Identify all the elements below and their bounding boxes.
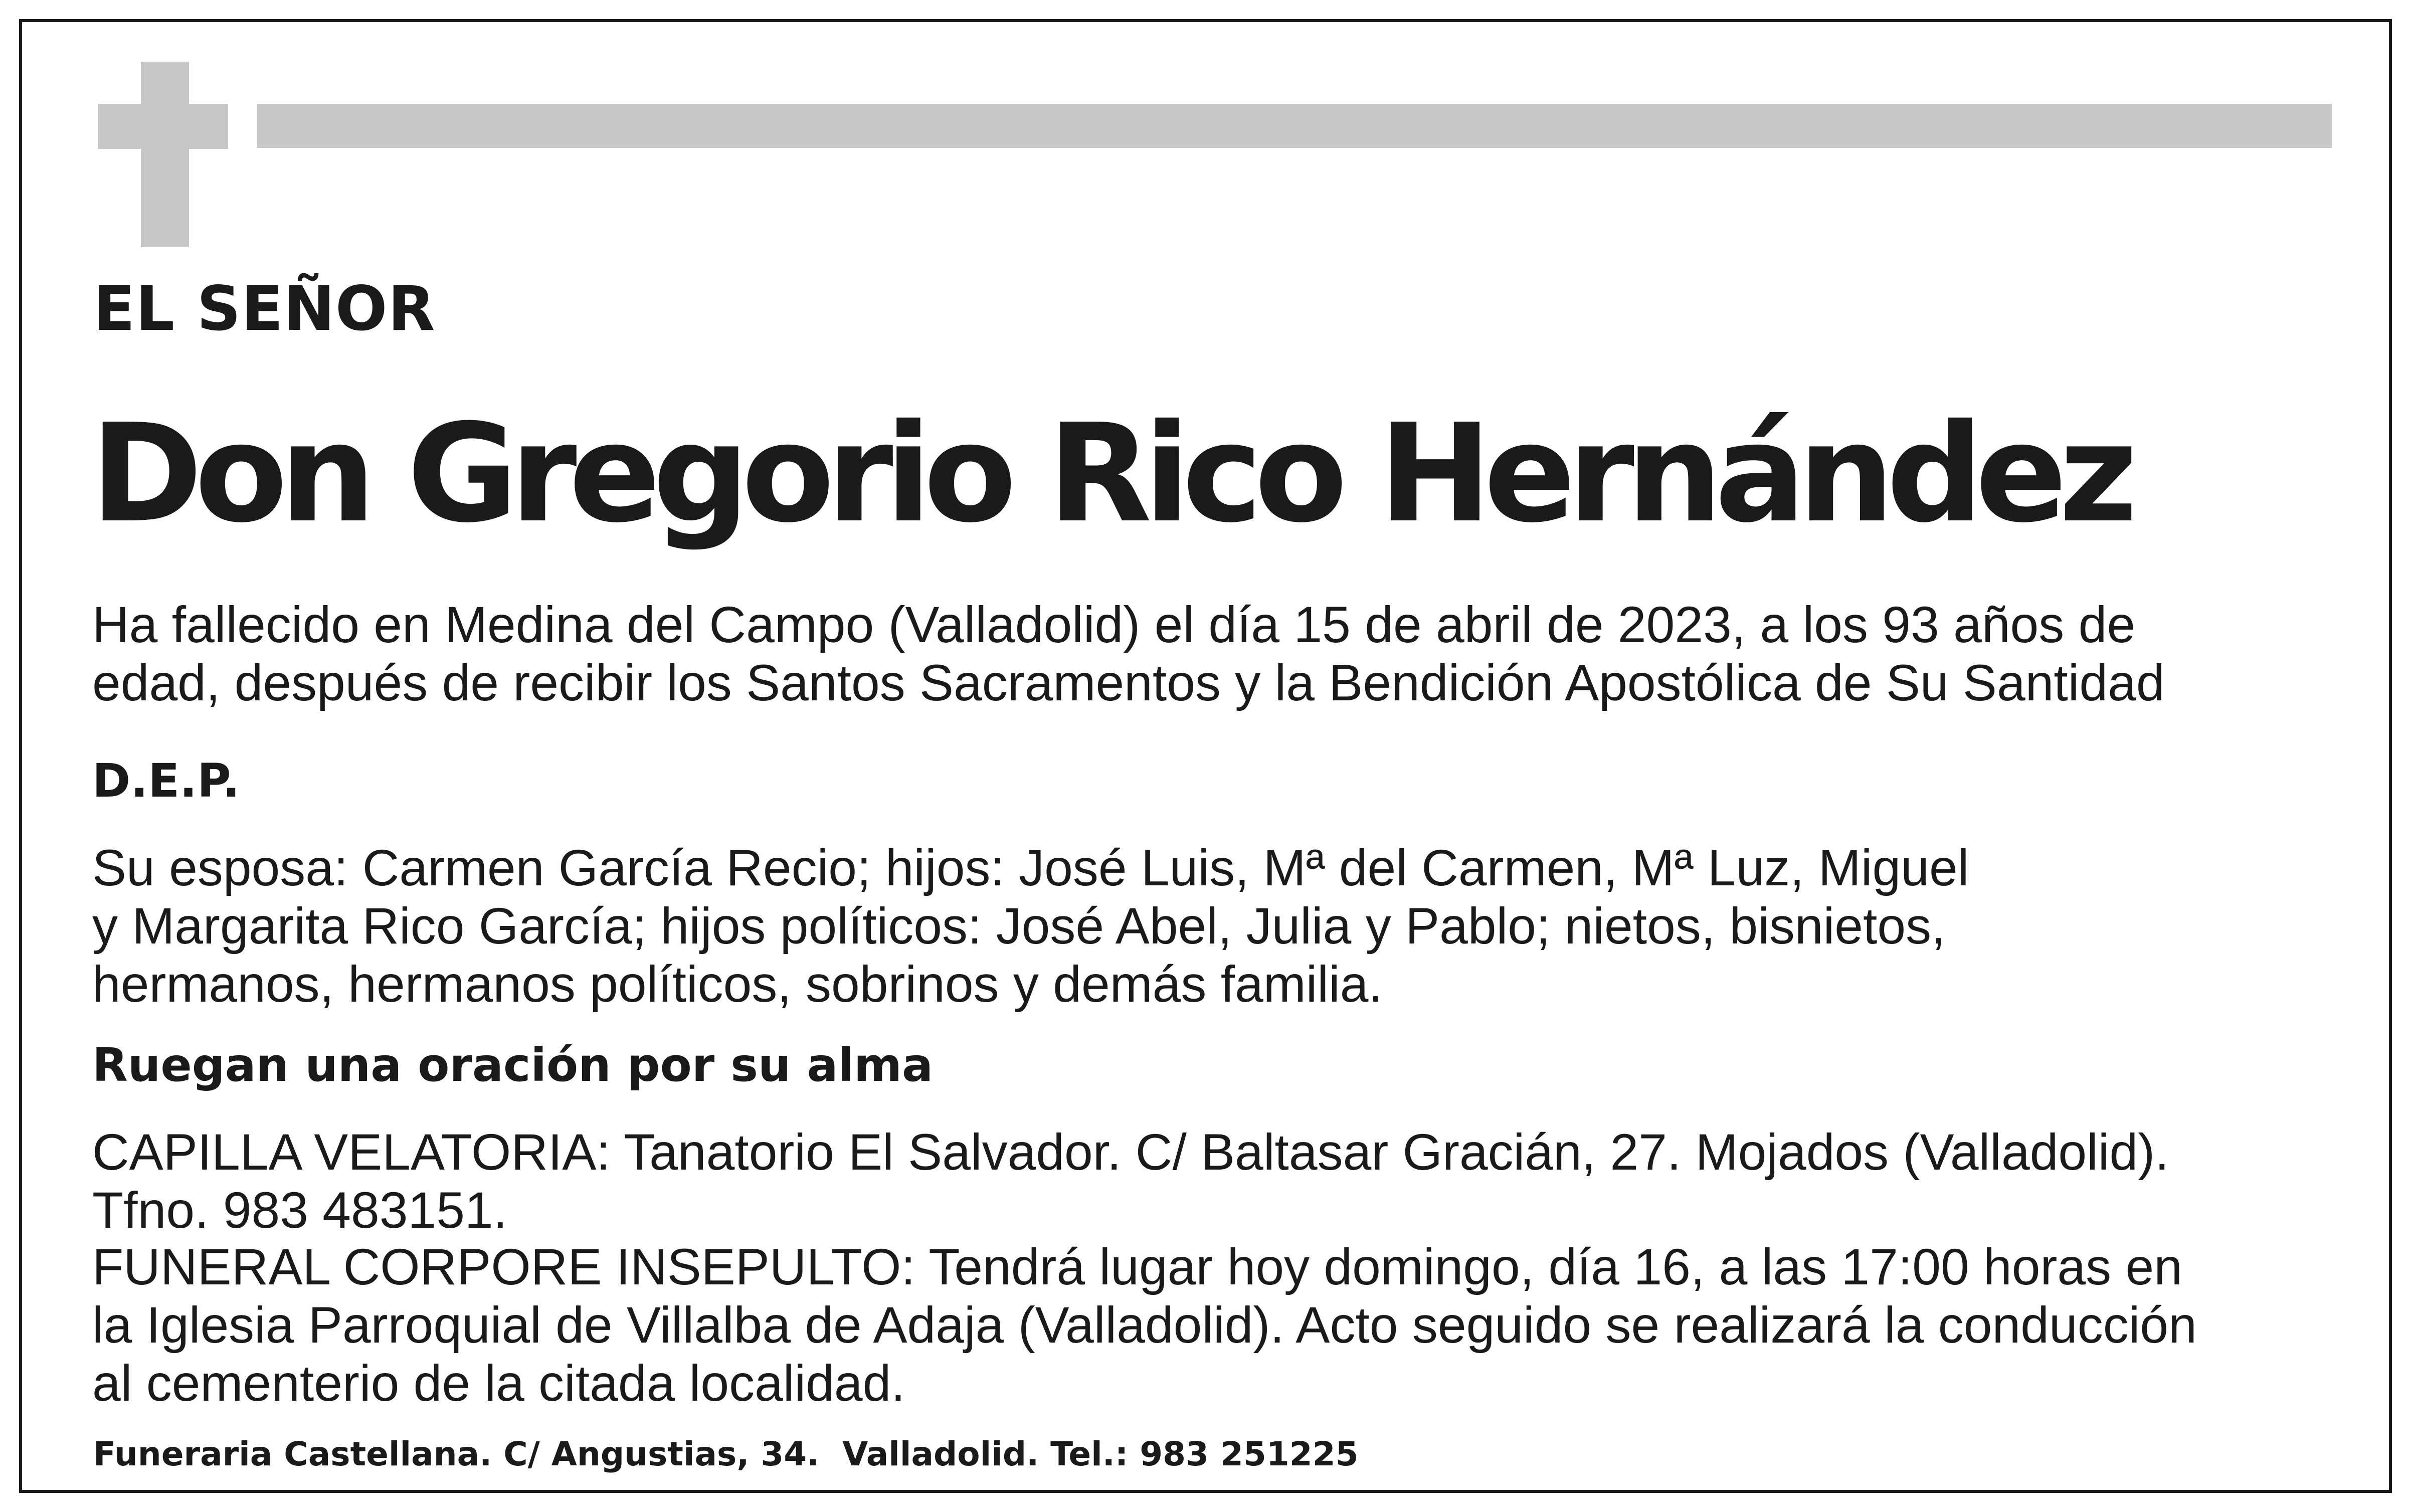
deceased-name: Don Gregorio Rico Hernández xyxy=(90,395,2130,552)
family-text xyxy=(92,839,2358,1013)
funeral-line: FUNERAL CORPORE INSEPULTO: Tendrá lugar hoy domingo, día 16, a las 17:00 horas en xyxy=(92,1238,2182,1295)
family-line: y Margarita Rico García; hijos políticos: José Abel, Julia y Pablo; nietos, bisnietos, xyxy=(92,897,1946,955)
rip-text: D.E.P. xyxy=(92,754,240,808)
honorific: EL SEÑOR xyxy=(93,273,436,344)
death-notice-line: edad, después de recibir los Santos Sacramentos y la Bendición Apostólica de Su Santidad xyxy=(92,654,2165,711)
cross-vertical-bar xyxy=(141,62,189,247)
death-notice-text xyxy=(92,596,2358,712)
funeral-info xyxy=(92,1238,2358,1412)
chapel-info xyxy=(92,1123,2358,1239)
header-rule xyxy=(257,104,2332,148)
chapel-line: CAPILLA VELATORIA: Tanatorio El Salvador. C/ Baltasar Gracián, 27. Mojados (Valladolid). xyxy=(92,1123,2169,1181)
funeral-line: la Iglesia Parroquial de Villalba de Adaja (Valladolid). Acto seguido se realizará la conducción xyxy=(92,1296,2197,1354)
chapel-line: Tfno. 983 483151. xyxy=(92,1182,508,1239)
death-notice-line: Ha fallecido en Medina del Campo (Valladolid) el día 15 de abril de 2023, a los 93 años de xyxy=(92,596,2136,653)
family-line: hermanos, hermanos políticos, sobrinos y demás familia. xyxy=(92,956,1383,1013)
cross-horizontal-bar xyxy=(98,104,228,149)
family-line: Su esposa: Carmen García Recio; hijos: José Luis, Mª del Carmen, Mª Luz, Miguel xyxy=(92,839,1969,896)
prayer-request: Ruegan una oración por su alma xyxy=(92,1038,934,1092)
funeral-line: al cementerio de la citada localidad. xyxy=(92,1355,905,1412)
funeral-home-footer: Funeraria Castellana. C/ Angustias, 34. Valladolid. Tel.: 983 251225 xyxy=(93,1435,1359,1473)
